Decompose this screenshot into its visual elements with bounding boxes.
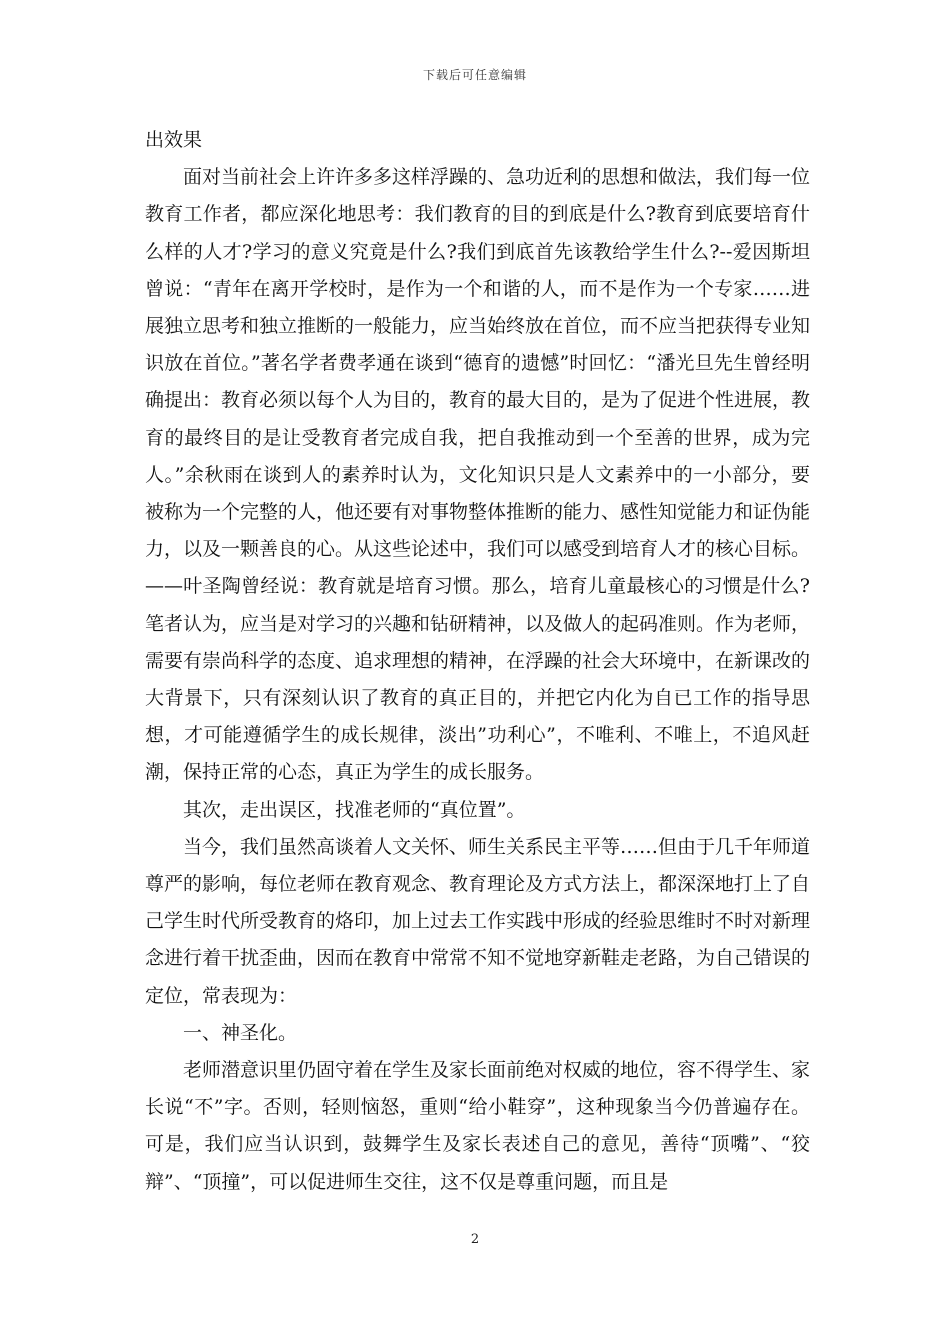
paragraph-education-purpose: 面对当前社会上许许多多这样浮躁的、急功近利的思想和做法，我们每一位教育工作者，都应深化地思考：我们教育的目的到底是什么?教育到底要培育什么样的人才?学习的意义究竟是什么?我们到底首先该教给学生什么?--爱因斯坦曾说：“青年在离开学校时，是作为一个和谐的人，而不是作为一个专家……进展独立思考和独立推断的一般能力，应当始终放在首位，而不应当把获得专业知识放在首位。”著名学者费孝通在谈到“德育的遗憾”时回忆：“潘光旦先生曾经明确提出：教育必须以每个人为目的，教育的最大目的，是为了促进个性进展，教育的最终目的是让受教育者完成自我，把自我推动到一个至善的世界，成为完人。”余秋雨在谈到人的素养时认为，文化知识只是人文素养中的一小部分，要被称为一个完整的人，他还要有对事物整体推断的能力、感性知觉能力和证伪能力，以及一颗善良的心。从这些论述中，我们可以感受到培育人才的核心目标。——叶圣陶曾经说：教育就是培育习惯。那么，培育儿童最核心的习惯是什么?笔者认为，应当是对学习的兴趣和钻研精神，以及做人的起码准则。作为老师，需要有崇尚科学的态度、追求理想的精神，在浮躁的社会大环境中，在新课改的大背景下，只有深刻认识了教育的真正目的，并把它内化为自已工作的指导思想，才可能遵循学生的成长规律，淡出”功利心”，不唯利、不唯上，不追风赶潮，保持正常的心态，真正为学生的成长服务。 — [145, 166, 811, 784]
page-header: 下载后可任意编辑 — [422, 68, 527, 82]
paragraph-section-heading: 其次，走出误区，找准老师的“真位置”。 — [183, 798, 526, 821]
paragraph-teacher-authority: 老师潜意识里仍固守着在学生及家长面前绝对权威的地位，容不得学生、家长说“不”字。否则，轻则恼怒，重则“给小鞋穿”，这种现象当今仍普遍存在。可是，我们应当认识到，鼓舞学生及家长表述自己的意见，善待“顶嘴”、“狡辩”、“顶撞”，可以促进师生交往，这不仅是尊重问题，而且是 — [145, 1059, 811, 1193]
page-number: 2 — [470, 1232, 480, 1247]
paragraph-subheading-sanctification: 一、神圣化。 — [183, 1021, 298, 1044]
document-body — [145, 122, 810, 1201]
paragraph-continuation: 出效果 — [145, 129, 203, 151]
paragraph-teacher-positioning: 当今，我们虽然高谈着人文关怀、师生关系民主平等……但由于几千年师道尊严的影响，每位老师在教育观念、教育理论及方式方法上，都深深地打上了自己学生时代所受教育的烙印，加上过去工作实践中形成的经验思维时不时对新理念进行着干扰歪曲，因而在教育中常常不知不觉地穿新鞋走老路，为自己错误的定位，常表现为： — [145, 835, 811, 1007]
